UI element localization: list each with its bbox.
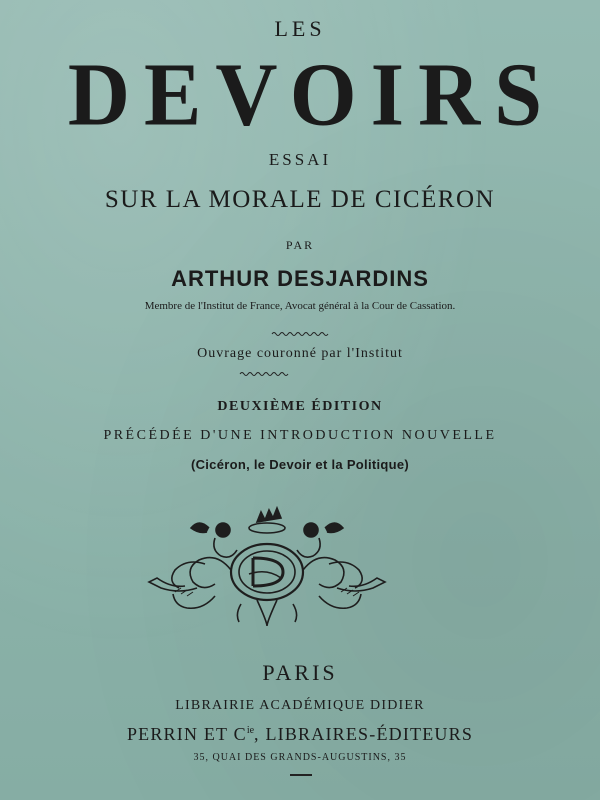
award-line: Ouvrage couronné par l'Institut [197, 346, 403, 361]
ornament-squiggle-bottom-icon [0, 370, 600, 378]
closing-rule [290, 774, 312, 776]
main-title: DEVOIRS [67, 43, 557, 145]
publisher-line-2 [0, 724, 600, 745]
edition-line: DEUXIÈME ÉDITION [217, 399, 383, 414]
author-role: Membre de l'Institut de France, Avocat général à la Cour de Cassation. [144, 300, 456, 312]
publisher-line-2-sup: ie [246, 725, 255, 736]
subtitle: SUR LA MORALE DE CICÉRON [104, 186, 496, 213]
publisher-line-2-post: , LIBRAIRES-ÉDITEURS [254, 724, 474, 744]
publisher-line-1: LIBRAIRIE ACADÉMIQUE DIDIER [175, 698, 425, 713]
city: PARIS [262, 660, 338, 685]
address: 35, QUAI DES GRANDS-AUGUSTINS, 35 [193, 752, 407, 763]
ornament-squiggle-top-icon [0, 330, 600, 338]
publisher-monogram-vignette-icon [145, 500, 390, 630]
introduction-subtitle: (Cicéron, le Devoir et la Politique) [190, 457, 410, 472]
publisher-line-2-pre: PERRIN ET C [126, 724, 247, 744]
par-label: PAR [285, 238, 315, 252]
essai-label: ESSAI [268, 150, 332, 169]
introduction-line: PRÉCÉDÉE D'UNE INTRODUCTION NOUVELLE [103, 428, 497, 443]
author-name: ARTHUR DESJARDINS [171, 266, 429, 291]
title-top: LES [274, 16, 326, 41]
